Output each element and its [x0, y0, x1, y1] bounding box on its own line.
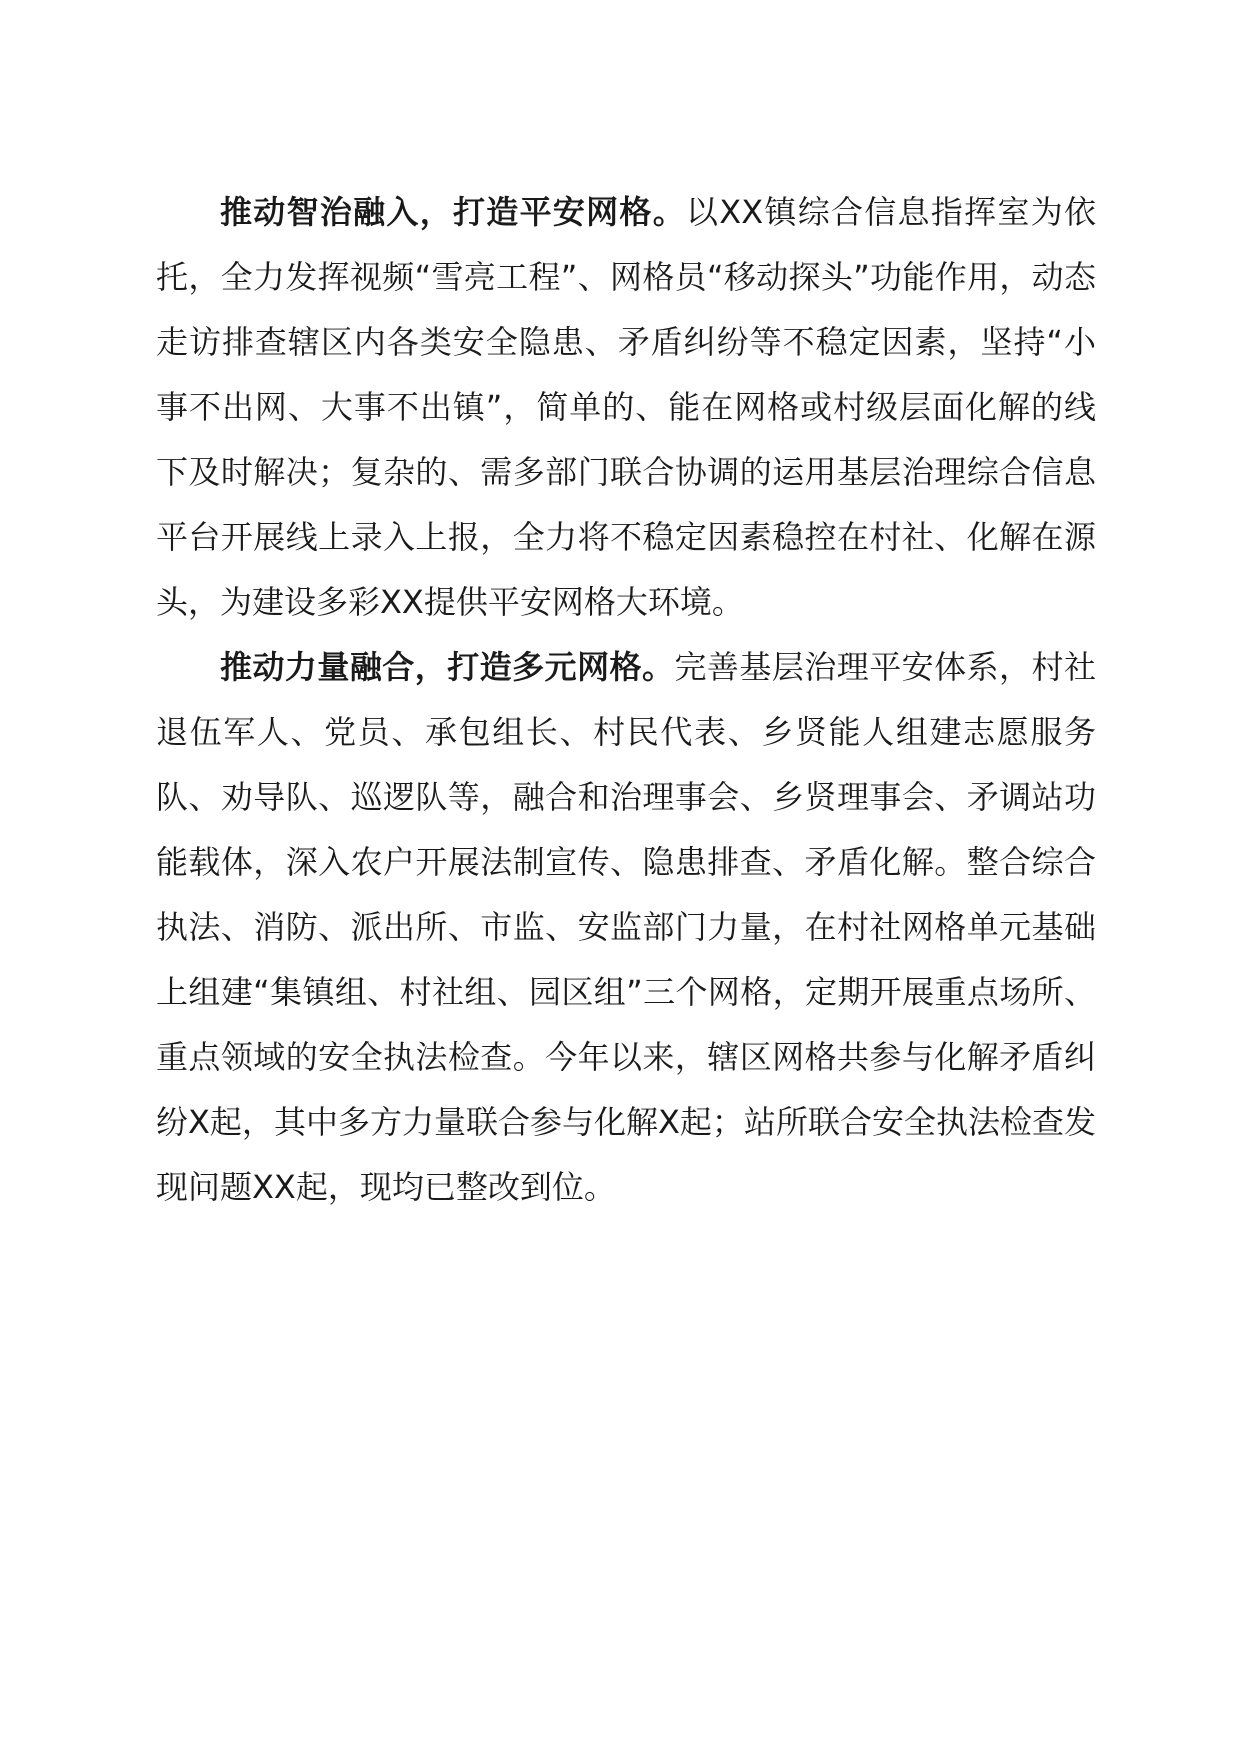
document-body	[156, 180, 1096, 1220]
paragraph-heading: 推动力量融合，打造多元网格。	[220, 648, 675, 686]
paragraph-text: 以XX镇综合信息指挥室为依托，全力发挥视频“雪亮工程”、网格员“移动探头”功能作用，动态走访排查辖区内各类安全隐患、矛盾纠纷等不稳定因素，坚持“小事不出网、大事不出镇”，简单的、能在网格或村级层面化解的线下及时解决；复杂的、需多部门联合协调的运用基层治理综合信息平台开展线上录入上报，全力将不稳定因素稳控在村社、化解在源头，为建设多彩XX提供平安网格大环境。	[156, 193, 1096, 621]
paragraph-force-integration	[156, 635, 1096, 1220]
paragraph-smart-governance	[156, 180, 1096, 635]
paragraph-text: 完善基层治理平安体系，村社退伍军人、党员、承包组长、村民代表、乡贤能人组建志愿服务队、劝导队、巡逻队等，融合和治理事会、乡贤理事会、矛调站功能载体，深入农户开展法制宣传、隐患排查、矛盾化解。整合综合执法、消防、派出所、市监、安监部门力量，在村社网格单元基础上组建“集镇组、村社组、园区组”三个网格，定期开展重点场所、重点领域的安全执法检查。今年以来，辖区网格共参与化解矛盾纠纷X起，其中多方力量联合参与化解X起；站所联合安全执法检查发现问题XX起，现均已整改到位。	[156, 648, 1096, 1206]
paragraph-heading: 推动智治融入，打造平安网格。	[220, 193, 686, 231]
